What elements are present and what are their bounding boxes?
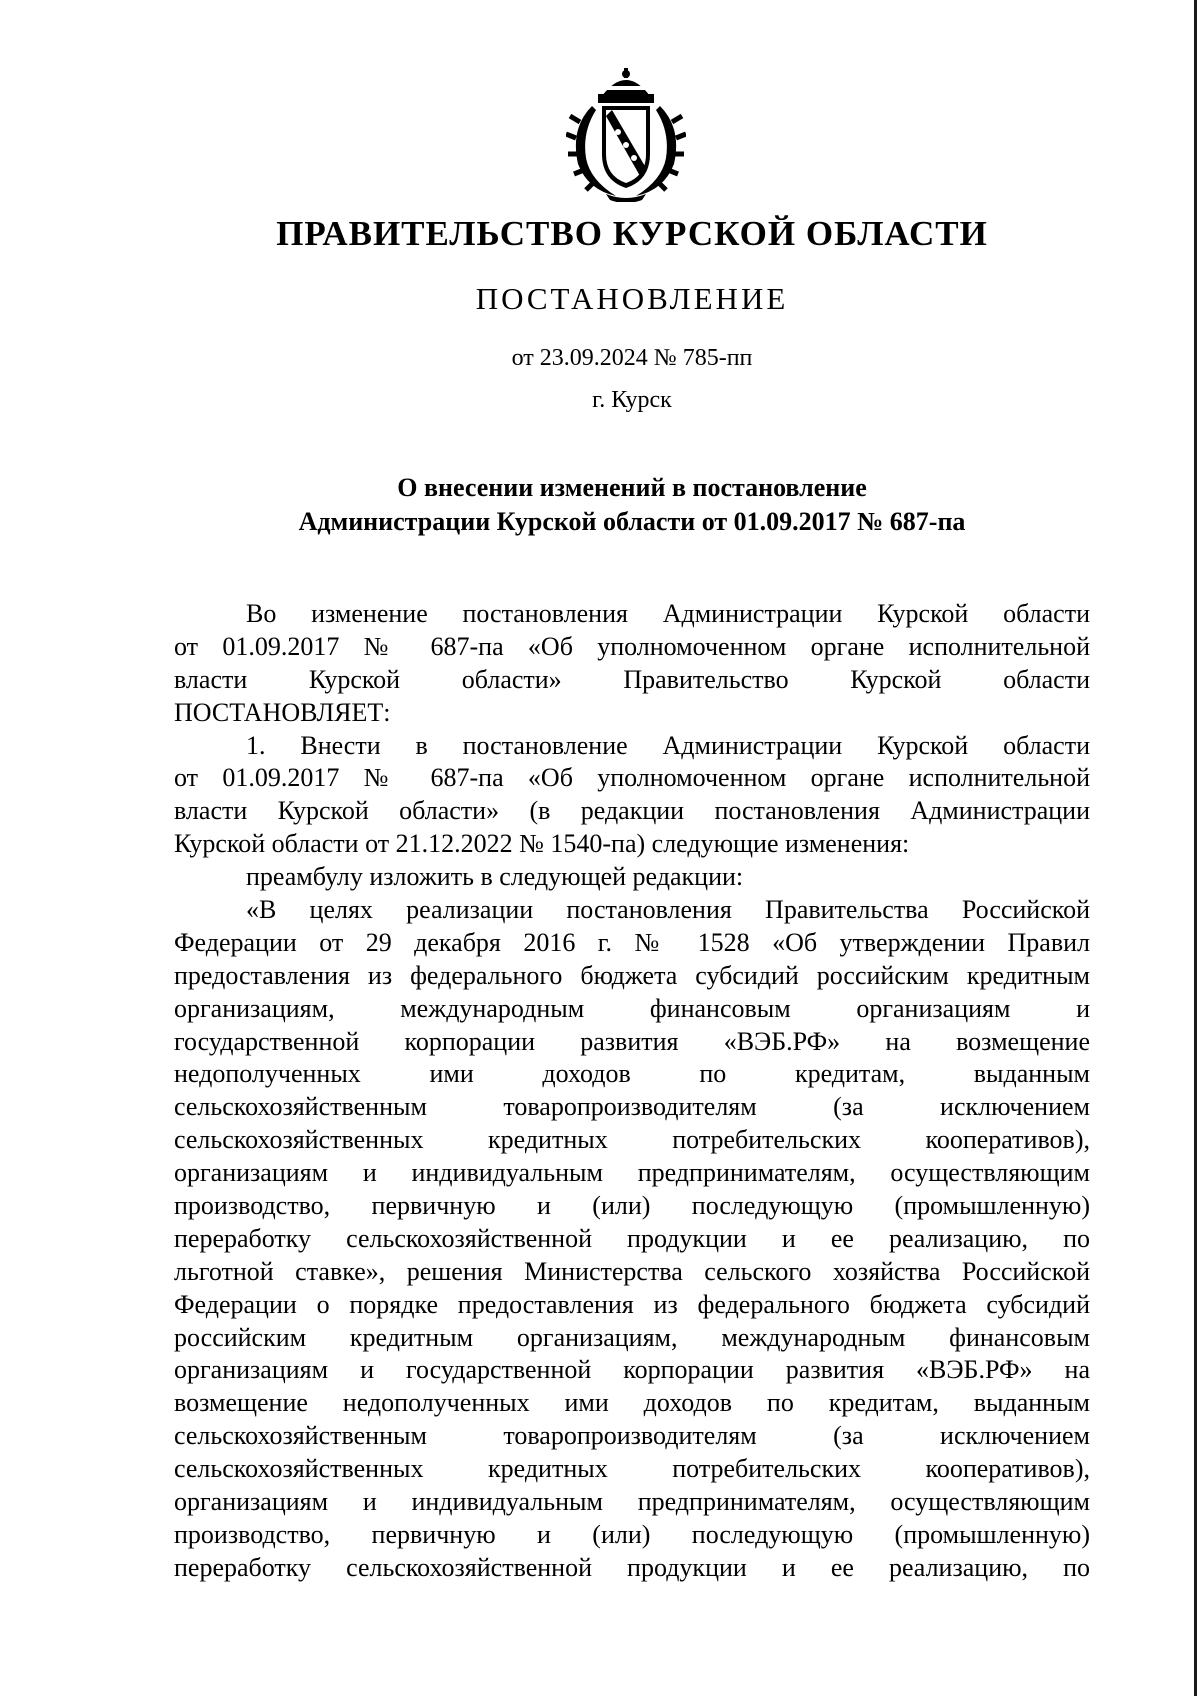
body-line: от 01.09.2017 № 687-па «Об уполномоченном органе исполнительной (174, 763, 1090, 793)
heading-line: Администрации Курской области от 01.09.2017 № 687-па (298, 507, 966, 536)
body-line: льготной ставке», решения Министерства сельского хозяйства Российской (174, 1256, 1090, 1286)
kursk-oblast-coat-of-arms-icon (566, 68, 686, 202)
body-line: от 01.09.2017 № 687-па «Об уполномоченном органе исполнительной (174, 631, 1090, 661)
body-line: организациям, международным финансовым организациям и (174, 993, 1090, 1023)
document-heading (0, 471, 1200, 539)
body-line: российским кредитным организациям, международным финансовым (174, 1322, 1090, 1352)
body-line: недополученных ими доходов по кредитам, выданным (174, 1059, 1090, 1089)
document-city: г. Курск (592, 387, 672, 413)
body-line: Курской области от 21.12.2022 № 1540-па) следующие изменения: (174, 829, 910, 859)
body-line: сельскохозяйственным товаропроизводителям (за исключением (174, 1421, 1090, 1451)
body-line: Во изменение постановления Администрации Курской области (246, 599, 1090, 628)
body-line: сельскохозяйственным товаропроизводителям (за исключением (174, 1092, 1090, 1122)
body-line: организациям и индивидуальным предпринимателям, осуществляющим (174, 1487, 1090, 1517)
body-line: организациям и государственной корпорации развития «ВЭБ.РФ» на (174, 1355, 1090, 1385)
heading-line: О внесении изменений в постановление (397, 473, 867, 502)
document-body (174, 598, 1090, 1585)
body-line: предоставления из федерального бюджета субсидий российским кредитным (174, 960, 1090, 990)
body-line: производство, первичную и (или) последующую (промышленную) (174, 1519, 1090, 1549)
document-date-number: от 23.09.2024 № 785-пп (511, 345, 753, 371)
page-edge-border (1194, 0, 1197, 1696)
body-line: Федерации от 29 декабря 2016 г. № 1528 «Об утверждении Правил (174, 927, 1090, 957)
body-line: сельскохозяйственных кредитных потребительских кооперативов), (174, 1125, 1090, 1155)
body-line: организациям и индивидуальным предпринимателям, осуществляющим (174, 1158, 1090, 1188)
body-line: преамбулу изложить в следующей редакции: (246, 862, 744, 892)
body-line: власти Курской области» Правительство Курской области (174, 664, 1090, 694)
body-line: производство, первичную и (или) последующую (промышленную) (174, 1191, 1090, 1221)
body-line: власти Курской области» (в редакции постановления Администрации (174, 796, 1090, 826)
body-line: переработку сельскохозяйственной продукции и ее реализацию, по (174, 1223, 1090, 1253)
organization-title: ПРАВИТЕЛЬСТВО КУРСКОЙ ОБЛАСТИ (276, 214, 988, 253)
body-line: возмещение недополученных ими доходов по кредитам, выданным (174, 1388, 1090, 1418)
document-type: ПОСТАНОВЛЕНИЕ (475, 281, 789, 316)
body-line: Федерации о порядке предоставления из федерального бюджета субсидий (174, 1289, 1090, 1319)
body-line: «В целях реализации постановления Правительства Российской (246, 895, 1090, 925)
body-line: 1. Внести в постановление Администрации Курской области (246, 730, 1090, 760)
body-line: ПОСТАНОВЛЯЕТ: (174, 697, 391, 727)
body-line: государственной корпорации развития «ВЭБ.РФ» на возмещение (174, 1026, 1090, 1056)
body-line: переработку сельскохозяйственной продукции и ее реализацию, по (174, 1552, 1090, 1582)
body-line: сельскохозяйственных кредитных потребительских кооперативов), (174, 1454, 1090, 1484)
